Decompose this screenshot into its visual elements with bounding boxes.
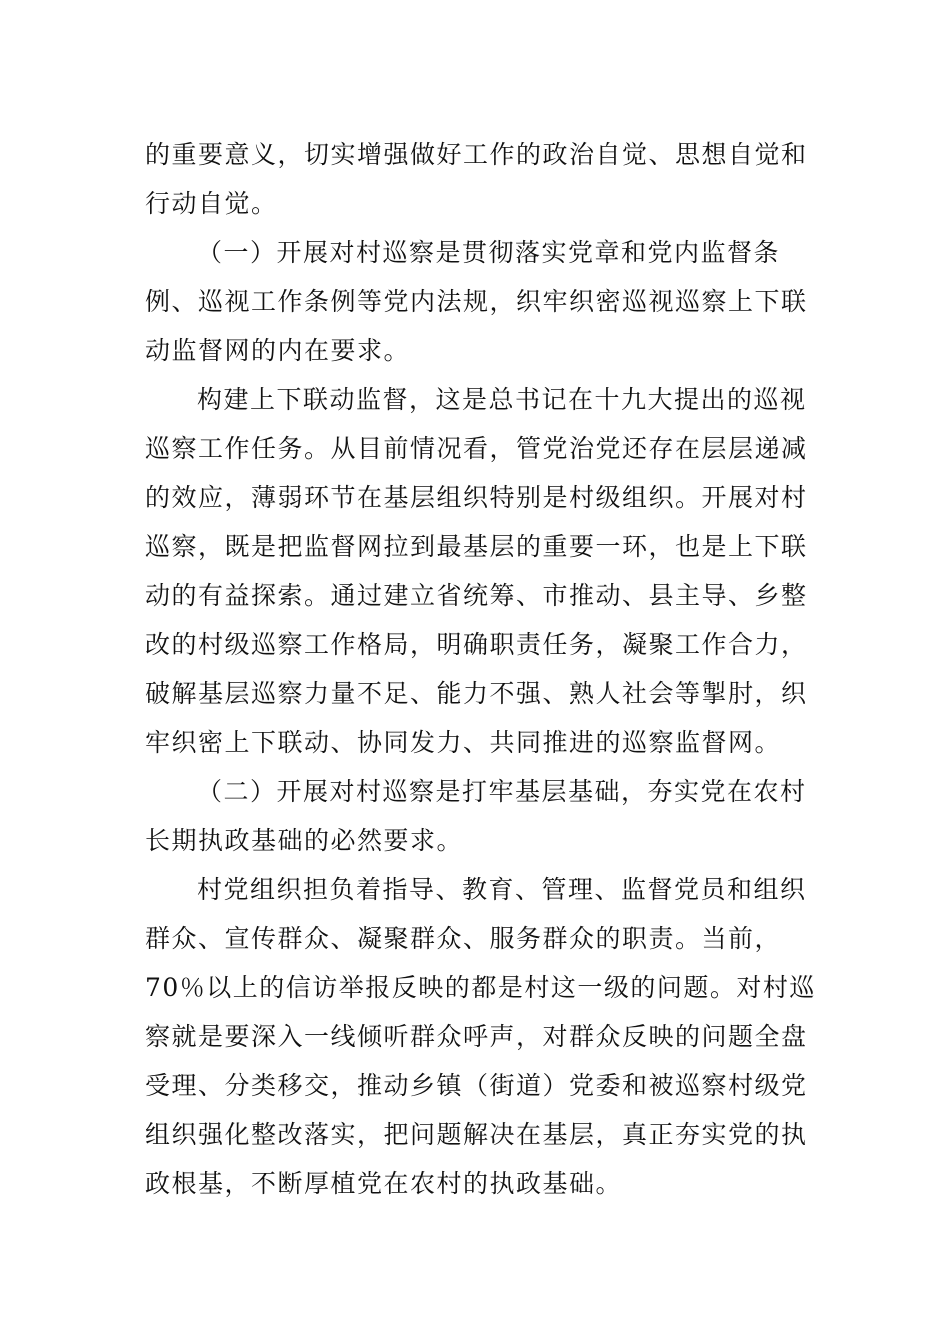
text-line: 村党组织担负着指导、教育、管理、监督党员和组织 [197, 875, 807, 904]
body-text [145, 130, 816, 1208]
text-line: 巡察，既是把监督网拉到最基层的重要一环，也是上下联 [145, 532, 808, 561]
section-heading-line: （二）开展对村巡察是打牢基层基础，夯实党在农村 [197, 777, 807, 806]
text-line: 群众、宣传群众、凝聚群众、服务群众的职责。当前， [145, 924, 782, 953]
text-line: 行动自觉。 [145, 189, 278, 218]
text-line: 的重要意义，切实增强做好工作的政治自觉、思想自觉和 [145, 140, 808, 169]
text-line: 改的村级巡察工作格局，明确职责任务，凝聚工作合力， [145, 630, 808, 659]
section-heading-line: 例、巡视工作条例等党内法规，织牢织密巡视巡察上下联 [145, 287, 808, 316]
section-heading-line: （一）开展对村巡察是贯彻落实党章和党内监督条 [197, 238, 781, 267]
text-line: 的效应，薄弱环节在基层组织特别是村级组织。开展对村 [145, 483, 808, 512]
text-line: 构建上下联动监督，这是总书记在十九大提出的巡视 [197, 385, 807, 414]
section-heading-line: 动监督网的内在要求。 [145, 336, 411, 365]
text-line: 动的有益探索。通过建立省统筹、市推动、县主导、乡整 [145, 581, 808, 610]
text-line: 70％以上的信访举报反映的都是村这一级的问题。对村巡 [145, 973, 816, 1002]
text-line: 察就是要深入一线倾听群众呼声，对群众反映的问题全盘 [145, 1022, 808, 1051]
section-heading-line: 长期执政基础的必然要求。 [145, 826, 464, 855]
text-line: 牢织密上下联动、协同发力、共同推进的巡察监督网。 [145, 728, 782, 757]
text-line: 组织强化整改落实，把问题解决在基层，真正夯实党的执 [145, 1120, 808, 1149]
text-line: 巡察工作任务。从目前情况看，管党治党还存在层层递减 [145, 434, 808, 463]
text-line: 破解基层巡察力量不足、能力不强、熟人社会等掣肘，织 [145, 679, 808, 708]
text-line: 政根基，不断厚植党在农村的执政基础。 [145, 1169, 623, 1198]
text-line: 受理、分类移交，推动乡镇（街道）党委和被巡察村级党 [145, 1071, 808, 1100]
